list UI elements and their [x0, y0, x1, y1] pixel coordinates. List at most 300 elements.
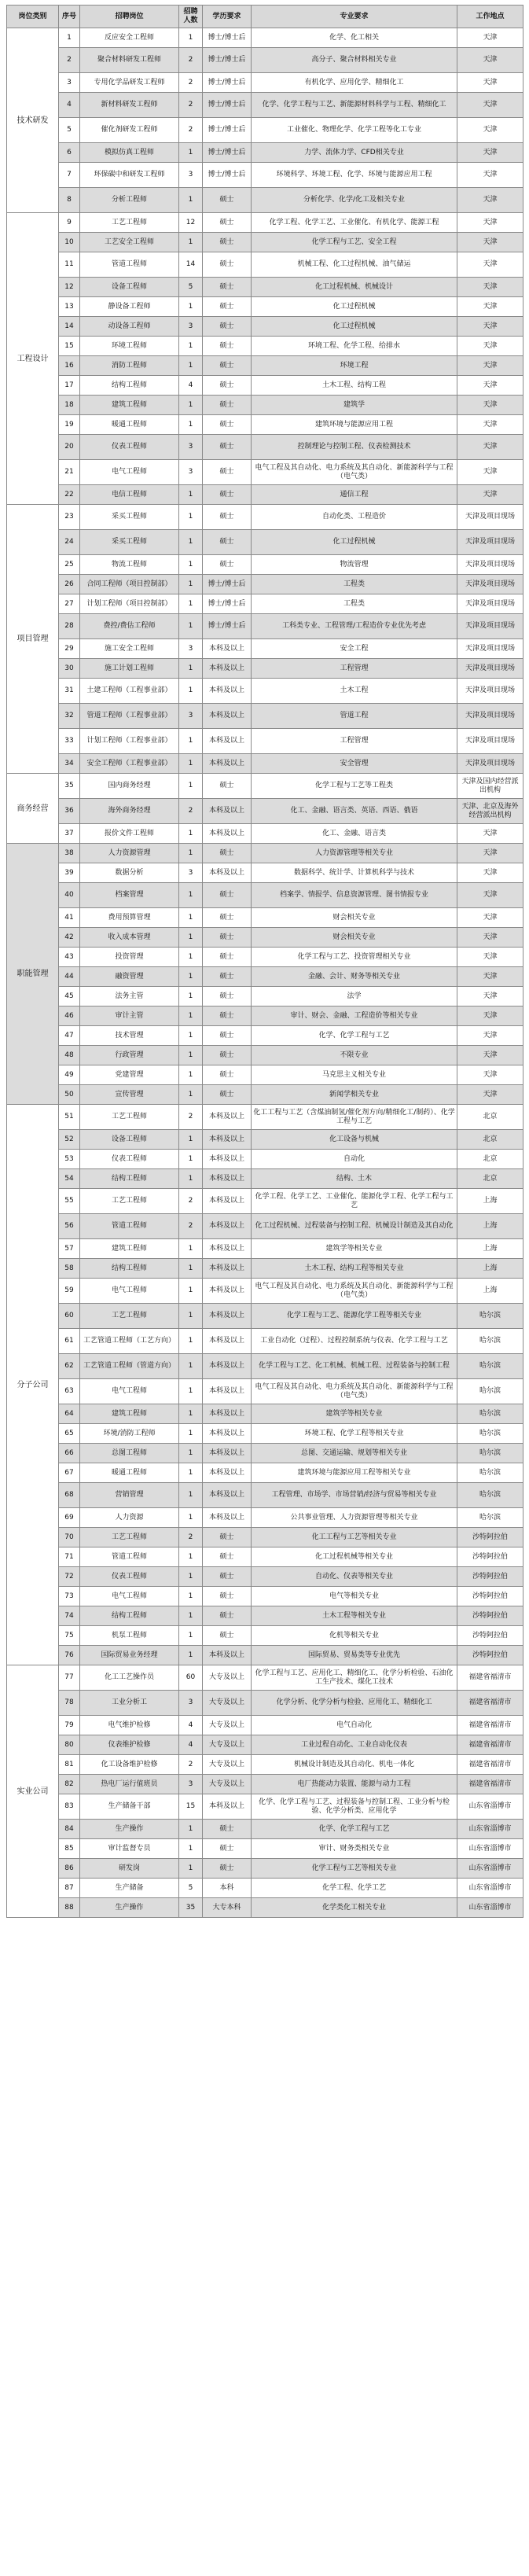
count-cell: 1 [179, 143, 203, 163]
education-cell: 本科及以上 [203, 1794, 252, 1820]
count-cell: 1 [179, 1279, 203, 1304]
education-cell: 本科及以上 [203, 1189, 252, 1214]
position-cell: 生产储备 [80, 1879, 179, 1898]
major-cell: 工业自动化（过程）、过程控制系统与仪表、化学工程与工艺 [252, 1329, 457, 1354]
count-cell: 3 [179, 163, 203, 188]
education-cell: 硕士 [203, 376, 252, 396]
table-row [7, 530, 523, 555]
education-cell: 大专及以上 [203, 1716, 252, 1735]
count-cell: 14 [179, 252, 203, 278]
location-cell: 天津及项目现场 [457, 505, 523, 530]
major-cell: 财会相关专业 [252, 908, 457, 928]
no-cell: 86 [59, 1859, 80, 1879]
count-cell: 3 [179, 460, 203, 485]
major-cell: 环境工程 [252, 356, 457, 376]
category-cell: 实业公司 [7, 1665, 59, 1918]
education-cell: 硕士 [203, 460, 252, 485]
education-cell: 硕士 [203, 213, 252, 233]
location-cell: 哈尔滨 [457, 1483, 523, 1508]
position-cell: 宣传管理 [80, 1085, 179, 1105]
position-cell: 档案管理 [80, 883, 179, 908]
major-cell: 公共事业管理、人力资源管理等相关专业 [252, 1508, 457, 1528]
major-cell: 工科类专业、工程管理/工程造价专业优先考虑 [252, 614, 457, 639]
location-cell: 天津 [457, 908, 523, 928]
major-cell: 自动化 [252, 1150, 457, 1169]
location-cell: 哈尔滨 [457, 1508, 523, 1528]
major-cell: 安全工程 [252, 639, 457, 659]
education-cell: 本科及以上 [203, 1329, 252, 1354]
position-cell: 行政管理 [80, 1046, 179, 1065]
no-cell: 28 [59, 614, 80, 639]
major-cell: 工业过程自动化、工业自动化仪表 [252, 1735, 457, 1755]
position-cell: 管道工程师 [80, 1547, 179, 1567]
position-cell: 仪表工程师 [80, 1567, 179, 1587]
major-cell: 环境工程、化学工程、给排水 [252, 337, 457, 356]
location-cell: 哈尔滨 [457, 1424, 523, 1444]
major-cell: 国际贸易、贸易类等专业优先 [252, 1646, 457, 1665]
education-cell: 本科及以上 [203, 679, 252, 704]
location-cell: 沙特阿拉伯 [457, 1606, 523, 1626]
position-cell: 土建工程师（工程事业部） [80, 679, 179, 704]
count-cell: 1 [179, 356, 203, 376]
table-row [7, 213, 523, 233]
category-cell: 职能管理 [7, 844, 59, 1105]
count-cell: 1 [179, 883, 203, 908]
education-cell: 博士/博士后 [203, 118, 252, 143]
major-cell: 电气工程及其自动化、电力系统及其自动化、新能源科学与工程（电气类） [252, 460, 457, 485]
education-cell: 本科及以上 [203, 639, 252, 659]
table-body [7, 28, 523, 1918]
location-cell: 北京 [457, 1150, 523, 1169]
location-cell: 天津 [457, 1006, 523, 1026]
no-cell: 52 [59, 1130, 80, 1150]
education-cell: 本科及以上 [203, 799, 252, 824]
no-cell: 64 [59, 1404, 80, 1424]
no-cell: 7 [59, 163, 80, 188]
category-cell: 商务经营 [7, 774, 59, 844]
count-cell: 15 [179, 1794, 203, 1820]
location-cell: 沙特阿拉伯 [457, 1528, 523, 1547]
no-cell: 5 [59, 118, 80, 143]
location-cell: 天津 [457, 987, 523, 1006]
education-cell: 硕士 [203, 530, 252, 555]
table-row [7, 396, 523, 415]
major-cell: 工程管理 [252, 729, 457, 754]
no-cell: 45 [59, 987, 80, 1006]
position-cell: 环境/消防工程师 [80, 1424, 179, 1444]
position-cell: 建筑工程师 [80, 1404, 179, 1424]
major-cell: 化机等相关专业 [252, 1626, 457, 1646]
location-cell: 上海 [457, 1259, 523, 1279]
position-cell: 结构工程师 [80, 376, 179, 396]
no-cell: 8 [59, 188, 80, 213]
count-cell: 60 [179, 1665, 203, 1691]
major-cell: 环境科学、环境工程、化学、环境与能源应用工程 [252, 163, 457, 188]
location-cell: 天津 [457, 948, 523, 967]
table-row [7, 967, 523, 987]
location-cell: 天津 [457, 485, 523, 505]
education-cell: 硕士 [203, 967, 252, 987]
no-cell: 59 [59, 1279, 80, 1304]
no-cell: 65 [59, 1424, 80, 1444]
education-cell: 硕士 [203, 1547, 252, 1567]
position-cell: 热电厂运行值班员 [80, 1775, 179, 1794]
education-cell: 本科及以上 [203, 1304, 252, 1329]
location-cell: 天津 [457, 415, 523, 435]
location-cell: 哈尔滨 [457, 1404, 523, 1424]
count-cell: 1 [179, 774, 203, 799]
table-row [7, 252, 523, 278]
position-cell: 分析工程师 [80, 188, 179, 213]
education-cell: 硕士 [203, 774, 252, 799]
header-count: 招聘人数 [179, 6, 203, 28]
no-cell: 85 [59, 1839, 80, 1859]
count-cell: 1 [179, 1444, 203, 1463]
education-cell: 本科及以上 [203, 1259, 252, 1279]
location-cell: 哈尔滨 [457, 1463, 523, 1483]
table-row [7, 1105, 523, 1130]
count-cell: 3 [179, 704, 203, 729]
count-cell: 1 [179, 555, 203, 575]
no-cell: 29 [59, 639, 80, 659]
no-cell: 26 [59, 575, 80, 594]
location-cell: 天津 [457, 1046, 523, 1065]
table-row [7, 1379, 523, 1404]
table-row [7, 163, 523, 188]
major-cell: 化工过程机械、过程装备与控制工程、机械设计制造及其自动化 [252, 1214, 457, 1239]
position-cell: 结构工程师 [80, 1169, 179, 1189]
position-cell: 环境工程师 [80, 337, 179, 356]
table-row [7, 143, 523, 163]
no-cell: 2 [59, 48, 80, 73]
position-cell: 生产储备干部 [80, 1794, 179, 1820]
count-cell: 1 [179, 1329, 203, 1354]
education-cell: 硕士 [203, 337, 252, 356]
major-cell: 档案学、情报学、信息资源管理、图书情报专业 [252, 883, 457, 908]
table-row [7, 356, 523, 376]
location-cell: 哈尔滨 [457, 1444, 523, 1463]
position-cell: 人力资源 [80, 1508, 179, 1528]
education-cell: 博士/博士后 [203, 28, 252, 48]
position-cell: 专用化学品研发工程师 [80, 73, 179, 93]
table-row [7, 948, 523, 967]
header-number: 序号 [59, 6, 80, 28]
major-cell: 化工、金融、语言类、英语、西语、俄语 [252, 799, 457, 824]
location-cell: 天津 [457, 143, 523, 163]
no-cell: 15 [59, 337, 80, 356]
table-row [7, 1150, 523, 1169]
no-cell: 40 [59, 883, 80, 908]
no-cell: 83 [59, 1794, 80, 1820]
table-row [7, 1085, 523, 1105]
major-cell: 金融、会计、财务等相关专业 [252, 967, 457, 987]
header-row [7, 6, 523, 28]
no-cell: 66 [59, 1444, 80, 1463]
major-cell: 建筑学等相关专业 [252, 1404, 457, 1424]
major-cell: 电气等相关专业 [252, 1587, 457, 1606]
major-cell: 化工工程与工艺（含煤油制氢/催化剂方向/精细化工/制药）、化学工程与工艺 [252, 1105, 457, 1130]
position-cell: 数据分析 [80, 863, 179, 883]
location-cell: 天津 [457, 337, 523, 356]
table-row [7, 1508, 523, 1528]
no-cell: 67 [59, 1463, 80, 1483]
education-cell: 本科及以上 [203, 1508, 252, 1528]
major-cell: 电气工程及其自动化、电力系统及其自动化、新能源科学与工程（电气类） [252, 1279, 457, 1304]
table-row [7, 1646, 523, 1665]
table-row [7, 1424, 523, 1444]
position-cell: 收入成本管理 [80, 928, 179, 948]
education-cell: 本科及以上 [203, 863, 252, 883]
count-cell: 1 [179, 1839, 203, 1859]
count-cell: 1 [179, 1508, 203, 1528]
recruitment-table [6, 5, 523, 1918]
count-cell: 1 [179, 1006, 203, 1026]
location-cell: 北京 [457, 1169, 523, 1189]
count-cell: 1 [179, 485, 203, 505]
education-cell: 硕士 [203, 356, 252, 376]
no-cell: 4 [59, 93, 80, 118]
education-cell: 硕士 [203, 278, 252, 297]
table-row [7, 1567, 523, 1587]
major-cell: 建筑学等相关专业 [252, 1239, 457, 1259]
no-cell: 48 [59, 1046, 80, 1065]
location-cell: 福建省福清市 [457, 1665, 523, 1691]
no-cell: 71 [59, 1547, 80, 1567]
position-cell: 投资管理 [80, 948, 179, 967]
count-cell: 1 [179, 575, 203, 594]
position-cell: 机泵工程师 [80, 1626, 179, 1646]
table-row [7, 376, 523, 396]
table-row [7, 659, 523, 679]
major-cell: 化学、化学工程与工艺 [252, 1026, 457, 1046]
major-cell: 电气工程及其自动化、电力系统及其自动化、新能源科学与工程（电气类） [252, 1379, 457, 1404]
table-row [7, 1006, 523, 1026]
count-cell: 1 [179, 1463, 203, 1483]
location-cell: 天津 [457, 188, 523, 213]
major-cell: 机械设计制造及其自动化、机电一体化 [252, 1755, 457, 1775]
position-cell: 报价文件工程师 [80, 824, 179, 844]
position-cell: 结构工程师 [80, 1259, 179, 1279]
major-cell: 化学工程与工艺、能源化学工程等相关专业 [252, 1304, 457, 1329]
table-row [7, 883, 523, 908]
no-cell: 82 [59, 1775, 80, 1794]
position-cell: 静设备工程师 [80, 297, 179, 317]
location-cell: 沙特阿拉伯 [457, 1547, 523, 1567]
count-cell: 1 [179, 188, 203, 213]
count-cell: 4 [179, 1716, 203, 1735]
location-cell: 天津 [457, 163, 523, 188]
count-cell: 2 [179, 118, 203, 143]
count-cell: 1 [179, 396, 203, 415]
table-row [7, 844, 523, 863]
no-cell: 9 [59, 213, 80, 233]
no-cell: 73 [59, 1587, 80, 1606]
position-cell: 新材料研发工程师 [80, 93, 179, 118]
major-cell: 化学工程、化学工艺 [252, 1879, 457, 1898]
major-cell: 财会相关专业 [252, 928, 457, 948]
table-row [7, 1820, 523, 1839]
major-cell: 工程管理 [252, 659, 457, 679]
location-cell: 北京 [457, 1130, 523, 1150]
education-cell: 本科及以上 [203, 1424, 252, 1444]
location-cell: 天津 [457, 863, 523, 883]
location-cell: 天津 [457, 48, 523, 73]
header-education: 学历要求 [203, 6, 252, 28]
major-cell: 数据科学、统计学、计算机科学与技术 [252, 863, 457, 883]
count-cell: 1 [179, 337, 203, 356]
education-cell: 本科及以上 [203, 659, 252, 679]
position-cell: 建筑工程师 [80, 396, 179, 415]
no-cell: 63 [59, 1379, 80, 1404]
table-row [7, 1606, 523, 1626]
location-cell: 沙特阿拉伯 [457, 1567, 523, 1587]
no-cell: 69 [59, 1508, 80, 1528]
table-header [7, 6, 523, 28]
table-row [7, 754, 523, 774]
major-cell: 机械工程、化工过程机械、油气储运 [252, 252, 457, 278]
table-row [7, 1483, 523, 1508]
count-cell: 1 [179, 1150, 203, 1169]
position-cell: 合同工程师（项目控制部） [80, 575, 179, 594]
no-cell: 14 [59, 317, 80, 337]
table-row [7, 1775, 523, 1794]
no-cell: 87 [59, 1879, 80, 1898]
no-cell: 16 [59, 356, 80, 376]
table-row [7, 1329, 523, 1354]
no-cell: 34 [59, 754, 80, 774]
no-cell: 60 [59, 1304, 80, 1329]
major-cell: 化工过程机械 [252, 317, 457, 337]
education-cell: 硕士 [203, 396, 252, 415]
no-cell: 11 [59, 252, 80, 278]
location-cell: 天津 [457, 1065, 523, 1085]
major-cell: 管道工程 [252, 704, 457, 729]
position-cell: 采买工程师 [80, 505, 179, 530]
position-cell: 电气维护检修 [80, 1716, 179, 1735]
location-cell: 山东省淄博市 [457, 1859, 523, 1879]
no-cell: 22 [59, 485, 80, 505]
position-cell: 审计主管 [80, 1006, 179, 1026]
no-cell: 46 [59, 1006, 80, 1026]
no-cell: 20 [59, 435, 80, 460]
education-cell: 博士/博士后 [203, 73, 252, 93]
count-cell: 2 [179, 799, 203, 824]
position-cell: 暖通工程师 [80, 415, 179, 435]
table-row [7, 48, 523, 73]
major-cell: 控制理论与控制工程、仪表检测技术 [252, 435, 457, 460]
count-cell: 1 [179, 1626, 203, 1646]
location-cell: 山东省淄博市 [457, 1879, 523, 1898]
location-cell: 天津及项目现场 [457, 530, 523, 555]
location-cell: 天津 [457, 233, 523, 252]
no-cell: 18 [59, 396, 80, 415]
position-cell: 建筑工程师 [80, 1239, 179, 1259]
location-cell: 天津 [457, 376, 523, 396]
education-cell: 硕士 [203, 883, 252, 908]
no-cell: 70 [59, 1528, 80, 1547]
table-row [7, 233, 523, 252]
major-cell: 化学工程与工艺、安全工程 [252, 233, 457, 252]
no-cell: 43 [59, 948, 80, 967]
location-cell: 天津 [457, 928, 523, 948]
count-cell: 35 [179, 1898, 203, 1918]
location-cell: 山东省淄博市 [457, 1898, 523, 1918]
table-row [7, 1189, 523, 1214]
major-cell: 力学、流体力学、CFD相关专业 [252, 143, 457, 163]
major-cell: 环境工程、化学工程等相关专业 [252, 1424, 457, 1444]
education-cell: 大专及以上 [203, 1691, 252, 1716]
count-cell: 1 [179, 1239, 203, 1259]
no-cell: 25 [59, 555, 80, 575]
count-cell: 2 [179, 73, 203, 93]
major-cell: 化学、化学工程与工艺、过程装备与控制工程、工业分析与检验、化学分析类、应用化学 [252, 1794, 457, 1820]
education-cell: 本科及以上 [203, 729, 252, 754]
count-cell: 1 [179, 1379, 203, 1404]
position-cell: 电气工程师 [80, 1379, 179, 1404]
table-row [7, 1304, 523, 1329]
education-cell: 大专及以上 [203, 1665, 252, 1691]
location-cell: 天津 [457, 1026, 523, 1046]
no-cell: 41 [59, 908, 80, 928]
position-cell: 总图工程师 [80, 1444, 179, 1463]
table-row [7, 1065, 523, 1085]
table-row [7, 594, 523, 614]
count-cell: 1 [179, 844, 203, 863]
position-cell: 融资管理 [80, 967, 179, 987]
education-cell: 本科及以上 [203, 1483, 252, 1508]
education-cell: 硕士 [203, 1859, 252, 1879]
no-cell: 42 [59, 928, 80, 948]
major-cell: 通信工程 [252, 485, 457, 505]
position-cell: 费用预算管理 [80, 908, 179, 928]
count-cell: 1 [179, 233, 203, 252]
location-cell: 哈尔滨 [457, 1379, 523, 1404]
table-row [7, 1879, 523, 1898]
major-cell: 建筑环境与能源应用工程等相关专业 [252, 1463, 457, 1483]
major-cell: 工程管理、市场学、市场营销/经济与贸易等相关专业 [252, 1483, 457, 1508]
location-cell: 沙特阿拉伯 [457, 1587, 523, 1606]
education-cell: 本科及以上 [203, 1130, 252, 1150]
table-row [7, 1404, 523, 1424]
location-cell: 山东省淄博市 [457, 1794, 523, 1820]
education-cell: 硕士 [203, 948, 252, 967]
position-cell: 国际贸易业务经理 [80, 1646, 179, 1665]
location-cell: 天津 [457, 396, 523, 415]
table-row [7, 1169, 523, 1189]
no-cell: 33 [59, 729, 80, 754]
table-row [7, 1755, 523, 1775]
location-cell: 上海 [457, 1239, 523, 1259]
count-cell: 1 [179, 824, 203, 844]
table-row [7, 1046, 523, 1065]
location-cell: 福建省福清市 [457, 1691, 523, 1716]
location-cell: 天津 [457, 824, 523, 844]
location-cell: 山东省淄博市 [457, 1820, 523, 1839]
position-cell: 工艺管道工程师（工艺方向） [80, 1329, 179, 1354]
location-cell: 天津及项目现场 [457, 754, 523, 774]
position-cell: 营销管理 [80, 1483, 179, 1508]
education-cell: 本科及以上 [203, 754, 252, 774]
header-category: 岗位类别 [7, 6, 59, 28]
major-cell: 人力资源管理等相关专业 [252, 844, 457, 863]
education-cell: 大专本科 [203, 1898, 252, 1918]
major-cell: 安全管理 [252, 754, 457, 774]
table-row [7, 555, 523, 575]
count-cell: 1 [179, 1354, 203, 1379]
location-cell: 天津、北京及海外经营派出机构 [457, 799, 523, 824]
location-cell: 沙特阿拉伯 [457, 1626, 523, 1646]
major-cell: 工业催化、物理化学、化学工程等化工专业 [252, 118, 457, 143]
